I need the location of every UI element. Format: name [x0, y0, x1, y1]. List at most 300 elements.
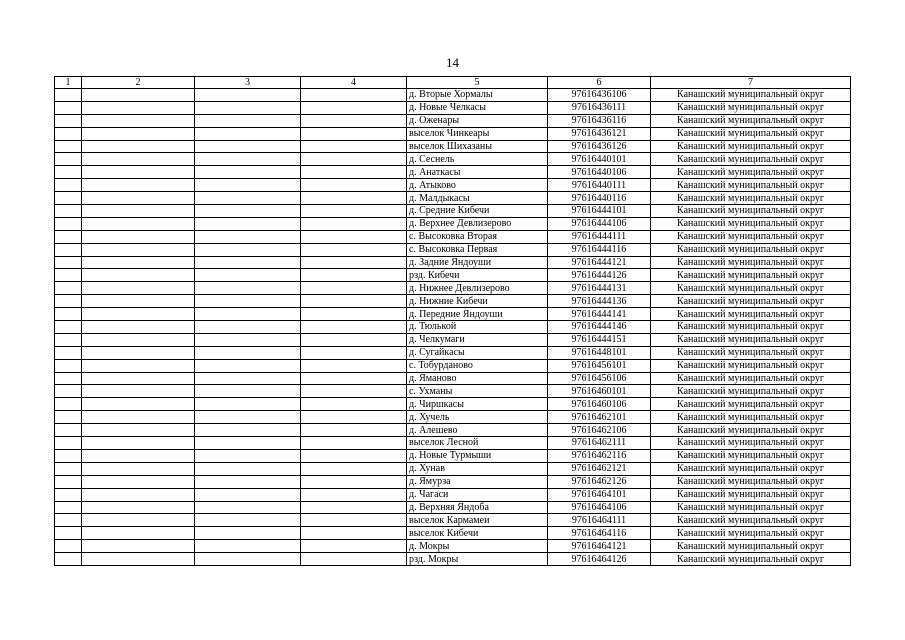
empty-cell: [195, 308, 301, 321]
table-row: [55, 114, 851, 127]
municipality-cell: Канашский муниципальный округ: [651, 282, 851, 295]
oktmo-code-cell: 97616444136: [548, 295, 651, 308]
empty-cell: [55, 269, 82, 282]
municipality-cell: Канашский муниципальный округ: [651, 269, 851, 282]
table-row: [55, 527, 851, 540]
empty-cell: [195, 540, 301, 553]
table-row: [55, 166, 851, 179]
empty-cell: [301, 179, 407, 192]
empty-cell: [55, 553, 82, 566]
settlement-name-cell: д. Чиршкасы: [407, 398, 548, 411]
table-row: [55, 514, 851, 527]
empty-cell: [82, 308, 195, 321]
empty-cell: [55, 437, 82, 450]
table-row: [55, 449, 851, 462]
empty-cell: [55, 321, 82, 334]
municipality-cell: Канашский муниципальный округ: [651, 89, 851, 102]
page-number: 14: [446, 55, 459, 70]
header-cell-3: 3: [195, 77, 301, 89]
empty-cell: [195, 359, 301, 372]
municipality-cell: Канашский муниципальный округ: [651, 437, 851, 450]
empty-cell: [55, 359, 82, 372]
empty-cell: [82, 359, 195, 372]
municipality-cell: Канашский муниципальный округ: [651, 333, 851, 346]
empty-cell: [55, 462, 82, 475]
empty-cell: [195, 205, 301, 218]
empty-cell: [82, 179, 195, 192]
empty-cell: [195, 230, 301, 243]
municipality-cell: Канашский муниципальный округ: [651, 385, 851, 398]
settlement-name-cell: д. Вторые Хормалы: [407, 89, 548, 102]
empty-cell: [82, 127, 195, 140]
table-row: [55, 127, 851, 140]
settlement-name-cell: д. Мокры: [407, 540, 548, 553]
empty-cell: [82, 514, 195, 527]
empty-cell: [301, 553, 407, 566]
oktmo-code-cell: 97616440106: [548, 166, 651, 179]
empty-cell: [195, 192, 301, 205]
empty-cell: [301, 140, 407, 153]
empty-cell: [301, 321, 407, 334]
settlement-name-cell: с. Тобурданово: [407, 359, 548, 372]
empty-cell: [195, 346, 301, 359]
empty-cell: [301, 101, 407, 114]
header-cell-4: 4: [301, 77, 407, 89]
oktmo-code-cell: 97616444126: [548, 269, 651, 282]
oktmo-code-cell: 97616462121: [548, 462, 651, 475]
empty-cell: [195, 501, 301, 514]
municipality-cell: Канашский муниципальный округ: [651, 256, 851, 269]
empty-cell: [55, 166, 82, 179]
settlement-name-cell: д. Малдыкасы: [407, 192, 548, 205]
oktmo-code-cell: 97616436106: [548, 89, 651, 102]
settlement-name-cell: д. Средние Кибечи: [407, 205, 548, 218]
oktmo-code-cell: 97616464106: [548, 501, 651, 514]
settlement-name-cell: д. Новые Турмыши: [407, 449, 548, 462]
table-row: [55, 140, 851, 153]
empty-cell: [301, 295, 407, 308]
table-row: [55, 540, 851, 553]
settlement-name-cell: д. Чагаси: [407, 488, 548, 501]
empty-cell: [82, 89, 195, 102]
empty-cell: [55, 243, 82, 256]
settlements-table: [54, 76, 851, 566]
oktmo-code-cell: 97616436111: [548, 101, 651, 114]
municipality-cell: Канашский муниципальный округ: [651, 153, 851, 166]
municipality-cell: Канашский муниципальный округ: [651, 424, 851, 437]
table-row: [55, 437, 851, 450]
municipality-cell: Канашский муниципальный округ: [651, 295, 851, 308]
oktmo-code-cell: 97616444111: [548, 230, 651, 243]
table-row: [55, 269, 851, 282]
empty-cell: [55, 411, 82, 424]
empty-cell: [195, 114, 301, 127]
empty-cell: [55, 192, 82, 205]
empty-cell: [195, 153, 301, 166]
oktmo-code-cell: 97616464111: [548, 514, 651, 527]
header-cell-2: 2: [82, 77, 195, 89]
empty-cell: [195, 527, 301, 540]
empty-cell: [195, 295, 301, 308]
municipality-cell: Канашский муниципальный округ: [651, 359, 851, 372]
empty-cell: [55, 295, 82, 308]
oktmo-code-cell: 97616456106: [548, 372, 651, 385]
empty-cell: [82, 269, 195, 282]
settlement-name-cell: д. Хучель: [407, 411, 548, 424]
empty-cell: [55, 475, 82, 488]
settlement-name-cell: д. Задние Яндоуши: [407, 256, 548, 269]
empty-cell: [55, 449, 82, 462]
empty-cell: [55, 256, 82, 269]
municipality-cell: Канашский муниципальный округ: [651, 205, 851, 218]
municipality-cell: Канашский муниципальный округ: [651, 114, 851, 127]
empty-cell: [55, 385, 82, 398]
empty-cell: [82, 217, 195, 230]
empty-cell: [55, 114, 82, 127]
empty-cell: [55, 308, 82, 321]
empty-cell: [301, 166, 407, 179]
empty-cell: [55, 398, 82, 411]
oktmo-code-cell: 97616462106: [548, 424, 651, 437]
oktmo-code-cell: 97616444116: [548, 243, 651, 256]
empty-cell: [195, 411, 301, 424]
oktmo-code-cell: 97616464121: [548, 540, 651, 553]
empty-cell: [301, 385, 407, 398]
empty-cell: [195, 475, 301, 488]
table-row: [55, 308, 851, 321]
table-row: [55, 411, 851, 424]
empty-cell: [301, 114, 407, 127]
empty-cell: [55, 230, 82, 243]
empty-cell: [82, 256, 195, 269]
table-body: [55, 77, 851, 566]
municipality-cell: Канашский муниципальный округ: [651, 192, 851, 205]
empty-cell: [82, 166, 195, 179]
empty-cell: [82, 424, 195, 437]
empty-cell: [55, 282, 82, 295]
settlement-name-cell: выселок Шихазаны: [407, 140, 548, 153]
table-row: [55, 359, 851, 372]
table-row: [55, 346, 851, 359]
oktmo-code-cell: 97616444141: [548, 308, 651, 321]
empty-cell: [55, 501, 82, 514]
oktmo-code-cell: 97616444121: [548, 256, 651, 269]
settlement-name-cell: д. Нижние Кибечи: [407, 295, 548, 308]
empty-cell: [82, 140, 195, 153]
municipality-cell: Канашский муниципальный округ: [651, 449, 851, 462]
empty-cell: [195, 166, 301, 179]
empty-cell: [301, 411, 407, 424]
empty-cell: [301, 153, 407, 166]
table-row: [55, 205, 851, 218]
empty-cell: [82, 114, 195, 127]
empty-cell: [301, 424, 407, 437]
empty-cell: [55, 514, 82, 527]
municipality-cell: Канашский муниципальный округ: [651, 230, 851, 243]
empty-cell: [82, 205, 195, 218]
municipality-cell: Канашский муниципальный округ: [651, 179, 851, 192]
empty-cell: [55, 89, 82, 102]
table-row: [55, 372, 851, 385]
settlement-name-cell: рзд. Мокры: [407, 553, 548, 566]
settlement-name-cell: выселок Кибечи: [407, 527, 548, 540]
empty-cell: [195, 269, 301, 282]
oktmo-code-cell: 97616460106: [548, 398, 651, 411]
oktmo-code-cell: 97616448101: [548, 346, 651, 359]
empty-cell: [55, 127, 82, 140]
empty-cell: [55, 333, 82, 346]
empty-cell: [301, 514, 407, 527]
empty-cell: [82, 488, 195, 501]
settlement-name-cell: с. Высоковка Первая: [407, 243, 548, 256]
oktmo-code-cell: 97616462101: [548, 411, 651, 424]
empty-cell: [195, 462, 301, 475]
empty-cell: [301, 282, 407, 295]
oktmo-code-cell: 97616436116: [548, 114, 651, 127]
empty-cell: [82, 282, 195, 295]
empty-cell: [301, 398, 407, 411]
empty-cell: [301, 540, 407, 553]
settlement-name-cell: с. Высоковка Вторая: [407, 230, 548, 243]
empty-cell: [301, 462, 407, 475]
oktmo-code-cell: 97616464101: [548, 488, 651, 501]
oktmo-code-cell: 97616440101: [548, 153, 651, 166]
settlement-name-cell: д. Тюлькой: [407, 321, 548, 334]
settlement-name-cell: д. Атыково: [407, 179, 548, 192]
municipality-cell: Канашский муниципальный округ: [651, 514, 851, 527]
table-row: [55, 153, 851, 166]
settlement-name-cell: с. Ухманы: [407, 385, 548, 398]
empty-cell: [55, 205, 82, 218]
empty-cell: [82, 295, 195, 308]
settlement-name-cell: д. Хунав: [407, 462, 548, 475]
empty-cell: [301, 192, 407, 205]
empty-cell: [301, 308, 407, 321]
empty-cell: [195, 101, 301, 114]
header-cell-1: 1: [55, 77, 82, 89]
table-row: [55, 101, 851, 114]
empty-cell: [195, 449, 301, 462]
table-row: [55, 295, 851, 308]
oktmo-code-cell: 97616462116: [548, 449, 651, 462]
oktmo-code-cell: 97616444151: [548, 333, 651, 346]
settlement-name-cell: д. Ямурза: [407, 475, 548, 488]
table-row: [55, 398, 851, 411]
empty-cell: [55, 540, 82, 553]
municipality-cell: Канашский муниципальный округ: [651, 398, 851, 411]
table-row: [55, 501, 851, 514]
municipality-cell: Канашский муниципальный округ: [651, 540, 851, 553]
empty-cell: [301, 89, 407, 102]
header-cell-6: 6: [548, 77, 651, 89]
empty-cell: [195, 424, 301, 437]
settlement-name-cell: д. Верхнее Девлизерово: [407, 217, 548, 230]
empty-cell: [55, 527, 82, 540]
empty-cell: [82, 385, 195, 398]
empty-cell: [82, 527, 195, 540]
empty-cell: [55, 488, 82, 501]
table-row: [55, 243, 851, 256]
empty-cell: [55, 372, 82, 385]
empty-cell: [301, 437, 407, 450]
municipality-cell: Канашский муниципальный округ: [651, 501, 851, 514]
municipality-cell: Канашский муниципальный округ: [651, 166, 851, 179]
table-row: [55, 256, 851, 269]
empty-cell: [301, 527, 407, 540]
empty-cell: [195, 89, 301, 102]
settlement-name-cell: д. Алешево: [407, 424, 548, 437]
settlement-name-cell: д. Сугайкасы: [407, 346, 548, 359]
empty-cell: [82, 192, 195, 205]
empty-cell: [195, 385, 301, 398]
table-row: [55, 488, 851, 501]
empty-cell: [82, 449, 195, 462]
empty-cell: [82, 243, 195, 256]
empty-cell: [82, 333, 195, 346]
municipality-cell: Канашский муниципальный округ: [651, 243, 851, 256]
empty-cell: [55, 217, 82, 230]
empty-cell: [195, 398, 301, 411]
empty-cell: [82, 372, 195, 385]
settlement-name-cell: д. Яманово: [407, 372, 548, 385]
municipality-cell: Канашский муниципальный округ: [651, 101, 851, 114]
table-row: [55, 282, 851, 295]
header-cell-7: 7: [651, 77, 851, 89]
oktmo-code-cell: 97616444106: [548, 217, 651, 230]
table-row: [55, 89, 851, 102]
table-row: [55, 230, 851, 243]
municipality-cell: Канашский муниципальный округ: [651, 372, 851, 385]
empty-cell: [82, 553, 195, 566]
empty-cell: [301, 256, 407, 269]
empty-cell: [301, 346, 407, 359]
empty-cell: [82, 153, 195, 166]
empty-cell: [301, 449, 407, 462]
empty-cell: [195, 321, 301, 334]
oktmo-code-cell: 97616460101: [548, 385, 651, 398]
empty-cell: [195, 514, 301, 527]
oktmo-code-cell: 97616440111: [548, 179, 651, 192]
empty-cell: [195, 127, 301, 140]
municipality-cell: Канашский муниципальный округ: [651, 411, 851, 424]
municipality-cell: Канашский муниципальный округ: [651, 321, 851, 334]
table-row: [55, 475, 851, 488]
table-row: [55, 385, 851, 398]
empty-cell: [301, 501, 407, 514]
oktmo-code-cell: 97616464116: [548, 527, 651, 540]
empty-cell: [195, 282, 301, 295]
empty-cell: [195, 140, 301, 153]
oktmo-code-cell: 97616464126: [548, 553, 651, 566]
settlement-name-cell: д. Новые Челкасы: [407, 101, 548, 114]
empty-cell: [82, 101, 195, 114]
oktmo-code-cell: 97616462126: [548, 475, 651, 488]
table-row: [55, 192, 851, 205]
empty-cell: [82, 230, 195, 243]
empty-cell: [55, 101, 82, 114]
empty-cell: [82, 437, 195, 450]
empty-cell: [82, 475, 195, 488]
oktmo-code-cell: 97616444131: [548, 282, 651, 295]
empty-cell: [301, 359, 407, 372]
settlement-name-cell: д. Анаткасы: [407, 166, 548, 179]
empty-cell: [55, 140, 82, 153]
oktmo-code-cell: 97616456101: [548, 359, 651, 372]
municipality-cell: Канашский муниципальный округ: [651, 217, 851, 230]
settlement-name-cell: д. Челкумаги: [407, 333, 548, 346]
empty-cell: [301, 230, 407, 243]
oktmo-code-cell: 97616440116: [548, 192, 651, 205]
empty-cell: [82, 346, 195, 359]
oktmo-code-cell: 97616436126: [548, 140, 651, 153]
header-cell-5: 5: [407, 77, 548, 89]
settlement-name-cell: выселок Лесной: [407, 437, 548, 450]
empty-cell: [82, 398, 195, 411]
municipality-cell: Канашский муниципальный округ: [651, 475, 851, 488]
empty-cell: [301, 372, 407, 385]
table-row: [55, 424, 851, 437]
empty-cell: [195, 256, 301, 269]
settlement-name-cell: д. Оженары: [407, 114, 548, 127]
empty-cell: [55, 153, 82, 166]
municipality-cell: Канашский муниципальный округ: [651, 308, 851, 321]
empty-cell: [55, 346, 82, 359]
oktmo-code-cell: 97616462111: [548, 437, 651, 450]
table-row: [55, 179, 851, 192]
empty-cell: [82, 321, 195, 334]
empty-cell: [195, 372, 301, 385]
municipality-cell: Канашский муниципальный округ: [651, 553, 851, 566]
empty-cell: [195, 553, 301, 566]
settlement-name-cell: рзд. Кибечи: [407, 269, 548, 282]
municipality-cell: Канашский муниципальный округ: [651, 488, 851, 501]
table-row: [55, 217, 851, 230]
municipality-cell: Канашский муниципальный округ: [651, 140, 851, 153]
municipality-cell: Канашский муниципальный округ: [651, 527, 851, 540]
settlement-name-cell: выселок Кармамеи: [407, 514, 548, 527]
empty-cell: [82, 411, 195, 424]
oktmo-code-cell: 97616444146: [548, 321, 651, 334]
settlement-name-cell: д. Передние Яндоуши: [407, 308, 548, 321]
empty-cell: [82, 501, 195, 514]
table-row: [55, 553, 851, 566]
empty-cell: [301, 475, 407, 488]
empty-cell: [301, 488, 407, 501]
empty-cell: [301, 333, 407, 346]
table-row: [55, 333, 851, 346]
empty-cell: [301, 269, 407, 282]
empty-cell: [301, 217, 407, 230]
settlement-name-cell: д. Сеснель: [407, 153, 548, 166]
empty-cell: [195, 217, 301, 230]
empty-cell: [195, 437, 301, 450]
empty-cell: [195, 333, 301, 346]
table-row: [55, 321, 851, 334]
empty-cell: [301, 205, 407, 218]
settlement-name-cell: д. Верхняя Яндоба: [407, 501, 548, 514]
empty-cell: [195, 179, 301, 192]
empty-cell: [55, 424, 82, 437]
settlement-name-cell: выселок Чинкеары: [407, 127, 548, 140]
oktmo-code-cell: 97616444101: [548, 205, 651, 218]
empty-cell: [195, 488, 301, 501]
oktmo-code-cell: 97616436121: [548, 127, 651, 140]
municipality-cell: Канашский муниципальный округ: [651, 127, 851, 140]
empty-cell: [82, 540, 195, 553]
empty-cell: [195, 243, 301, 256]
table-row: [55, 462, 851, 475]
empty-cell: [301, 127, 407, 140]
